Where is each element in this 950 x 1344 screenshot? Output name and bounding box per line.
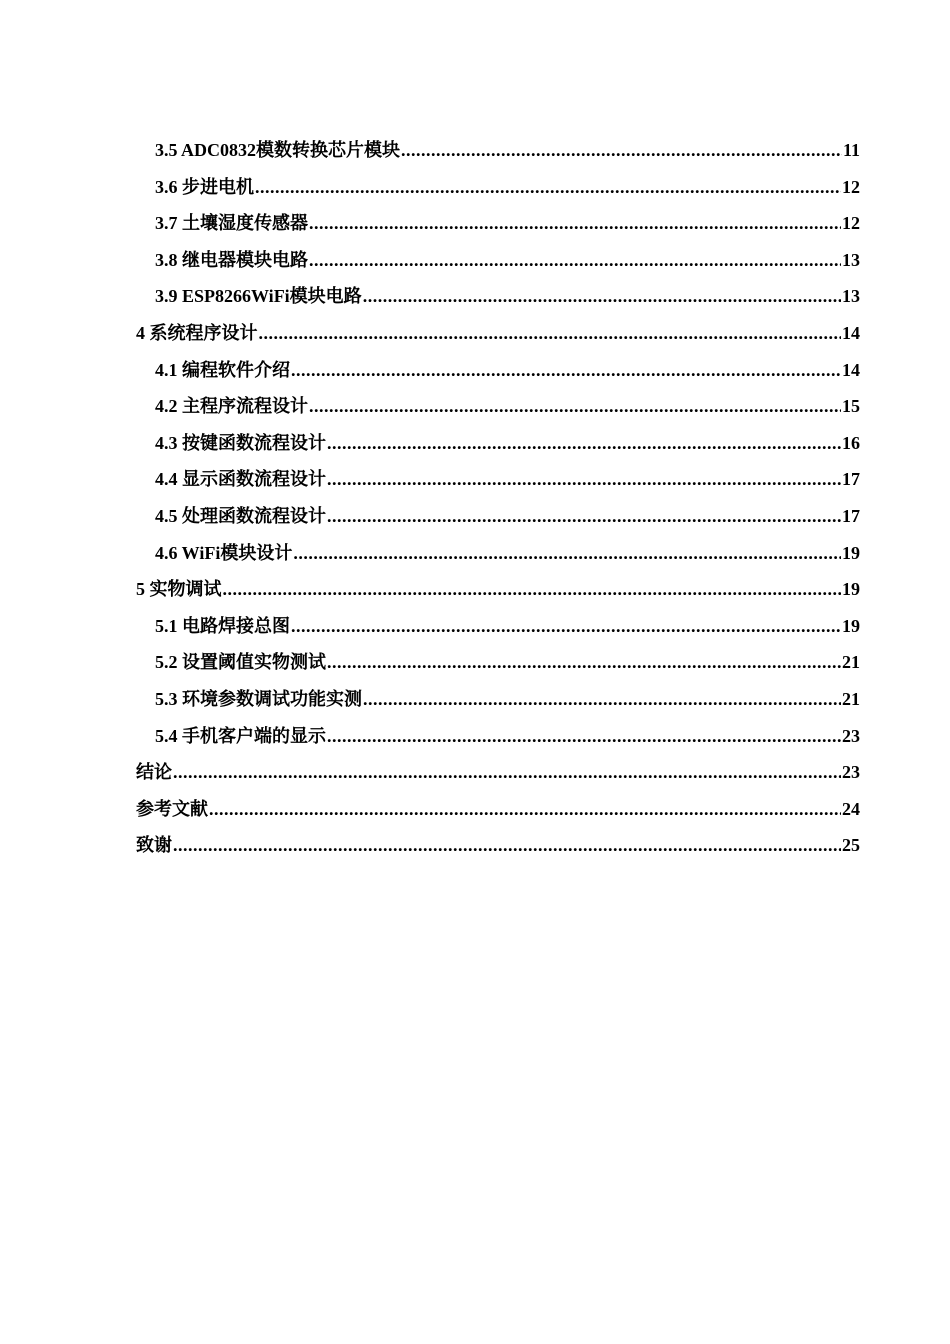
toc-entry-3-8[interactable]	[136, 242, 860, 279]
toc-entry-title: 4.5 处理函数流程设计	[155, 505, 326, 526]
toc-dot-leader	[223, 571, 842, 608]
toc-entry-title: 3.6 步进电机	[155, 176, 254, 197]
toc-entry-5-1[interactable]	[136, 608, 860, 645]
toc-entry-page: 16	[842, 432, 860, 453]
toc-entry-page: 13	[842, 286, 860, 307]
toc-entry-5-4[interactable]	[136, 718, 860, 755]
toc-entry-title: 5.2 设置阈值实物测试	[155, 652, 326, 673]
toc-dot-leader	[293, 535, 841, 572]
toc-entry-page: 14	[842, 322, 860, 343]
toc-entry-4-5[interactable]	[136, 498, 860, 535]
toc-entry-4-6[interactable]	[136, 535, 860, 572]
toc-entry-title: 4.4 显示函数流程设计	[155, 469, 326, 490]
toc-entry-title: 致谢	[136, 835, 172, 856]
toc-entry-5[interactable]	[136, 571, 860, 608]
toc-entry-title: 4 系统程序设计	[136, 322, 258, 343]
toc-entry-4-1[interactable]	[136, 352, 860, 389]
table-of-contents	[136, 132, 860, 864]
toc-dot-leader	[255, 169, 841, 206]
toc-dot-leader	[259, 315, 842, 352]
toc-entry-title: 参考文献	[136, 798, 208, 819]
toc-entry-page: 14	[842, 359, 860, 380]
toc-entry-page: 17	[842, 505, 860, 526]
toc-entry-page: 12	[842, 176, 860, 197]
toc-entry-title: 3.7 土壤湿度传感器	[155, 213, 308, 234]
toc-dot-leader	[363, 681, 841, 718]
toc-entry-5-3[interactable]	[136, 681, 860, 718]
toc-dot-leader	[327, 644, 841, 681]
toc-entry-page: 12	[842, 213, 860, 234]
toc-dot-leader	[327, 498, 841, 535]
toc-dot-leader	[401, 132, 842, 169]
toc-dot-leader	[291, 608, 841, 645]
toc-entry-title: 4.3 按键函数流程设计	[155, 432, 326, 453]
toc-dot-leader	[173, 754, 841, 791]
toc-dot-leader	[363, 278, 841, 315]
toc-entry-page: 21	[842, 652, 860, 673]
toc-entry-page: 19	[842, 615, 860, 636]
toc-entry-page: 25	[842, 835, 860, 856]
toc-entry-page: 24	[842, 798, 860, 819]
toc-entry-page: 15	[842, 396, 860, 417]
toc-dot-leader	[309, 205, 841, 242]
toc-entry-title: 3.8 继电器模块电路	[155, 249, 308, 270]
toc-entry-title: 3.5 ADC0832模数转换芯片模块	[155, 140, 401, 160]
toc-entry-title: 4.2 主程序流程设计	[155, 396, 308, 417]
toc-entry-page: 19	[842, 542, 860, 563]
toc-entry-page: 13	[842, 249, 860, 270]
toc-entry-page: 17	[842, 469, 860, 490]
toc-entry-5-2[interactable]	[136, 644, 860, 681]
toc-entry-3-9[interactable]	[136, 278, 860, 315]
toc-dot-leader	[309, 242, 841, 279]
toc-entry-4-3[interactable]	[136, 425, 860, 462]
toc-entry-title: 结论	[136, 762, 172, 783]
toc-entry-conclusion[interactable]	[136, 754, 860, 791]
toc-entry-title: 5.3 环境参数调试功能实测	[155, 688, 362, 709]
toc-entry-title: 5.1 电路焊接总图	[155, 615, 290, 636]
toc-entry-4-4[interactable]	[136, 461, 860, 498]
toc-entry-page: 23	[842, 762, 860, 783]
toc-entry-references[interactable]	[136, 791, 860, 828]
toc-entry-3-6[interactable]	[136, 169, 860, 206]
toc-dot-leader	[173, 827, 841, 864]
toc-entry-page: 21	[842, 688, 860, 709]
toc-entry-page: 11	[842, 140, 860, 160]
toc-dot-leader	[209, 791, 841, 828]
toc-entry-3-5[interactable]	[136, 132, 860, 169]
toc-entry-title: 5.4 手机客户端的显示	[155, 725, 326, 746]
toc-entry-title: 3.9 ESP8266WiFi模块电路	[155, 286, 362, 307]
toc-entry-acknowledgements[interactable]	[136, 827, 860, 864]
toc-entry-page: 23	[842, 725, 860, 746]
toc-entry-title: 4.1 编程软件介绍	[155, 359, 290, 380]
toc-dot-leader	[309, 388, 841, 425]
toc-dot-leader	[327, 425, 841, 462]
toc-entry-3-7[interactable]	[136, 205, 860, 242]
toc-dot-leader	[327, 461, 841, 498]
toc-entry-title: 5 实物调试	[136, 579, 222, 600]
toc-dot-leader	[327, 718, 841, 755]
toc-entry-4-2[interactable]	[136, 388, 860, 425]
toc-entry-title: 4.6 WiFi模块设计	[155, 542, 293, 563]
toc-dot-leader	[291, 352, 841, 389]
toc-entry-4[interactable]	[136, 315, 860, 352]
toc-entry-page: 19	[842, 579, 860, 600]
